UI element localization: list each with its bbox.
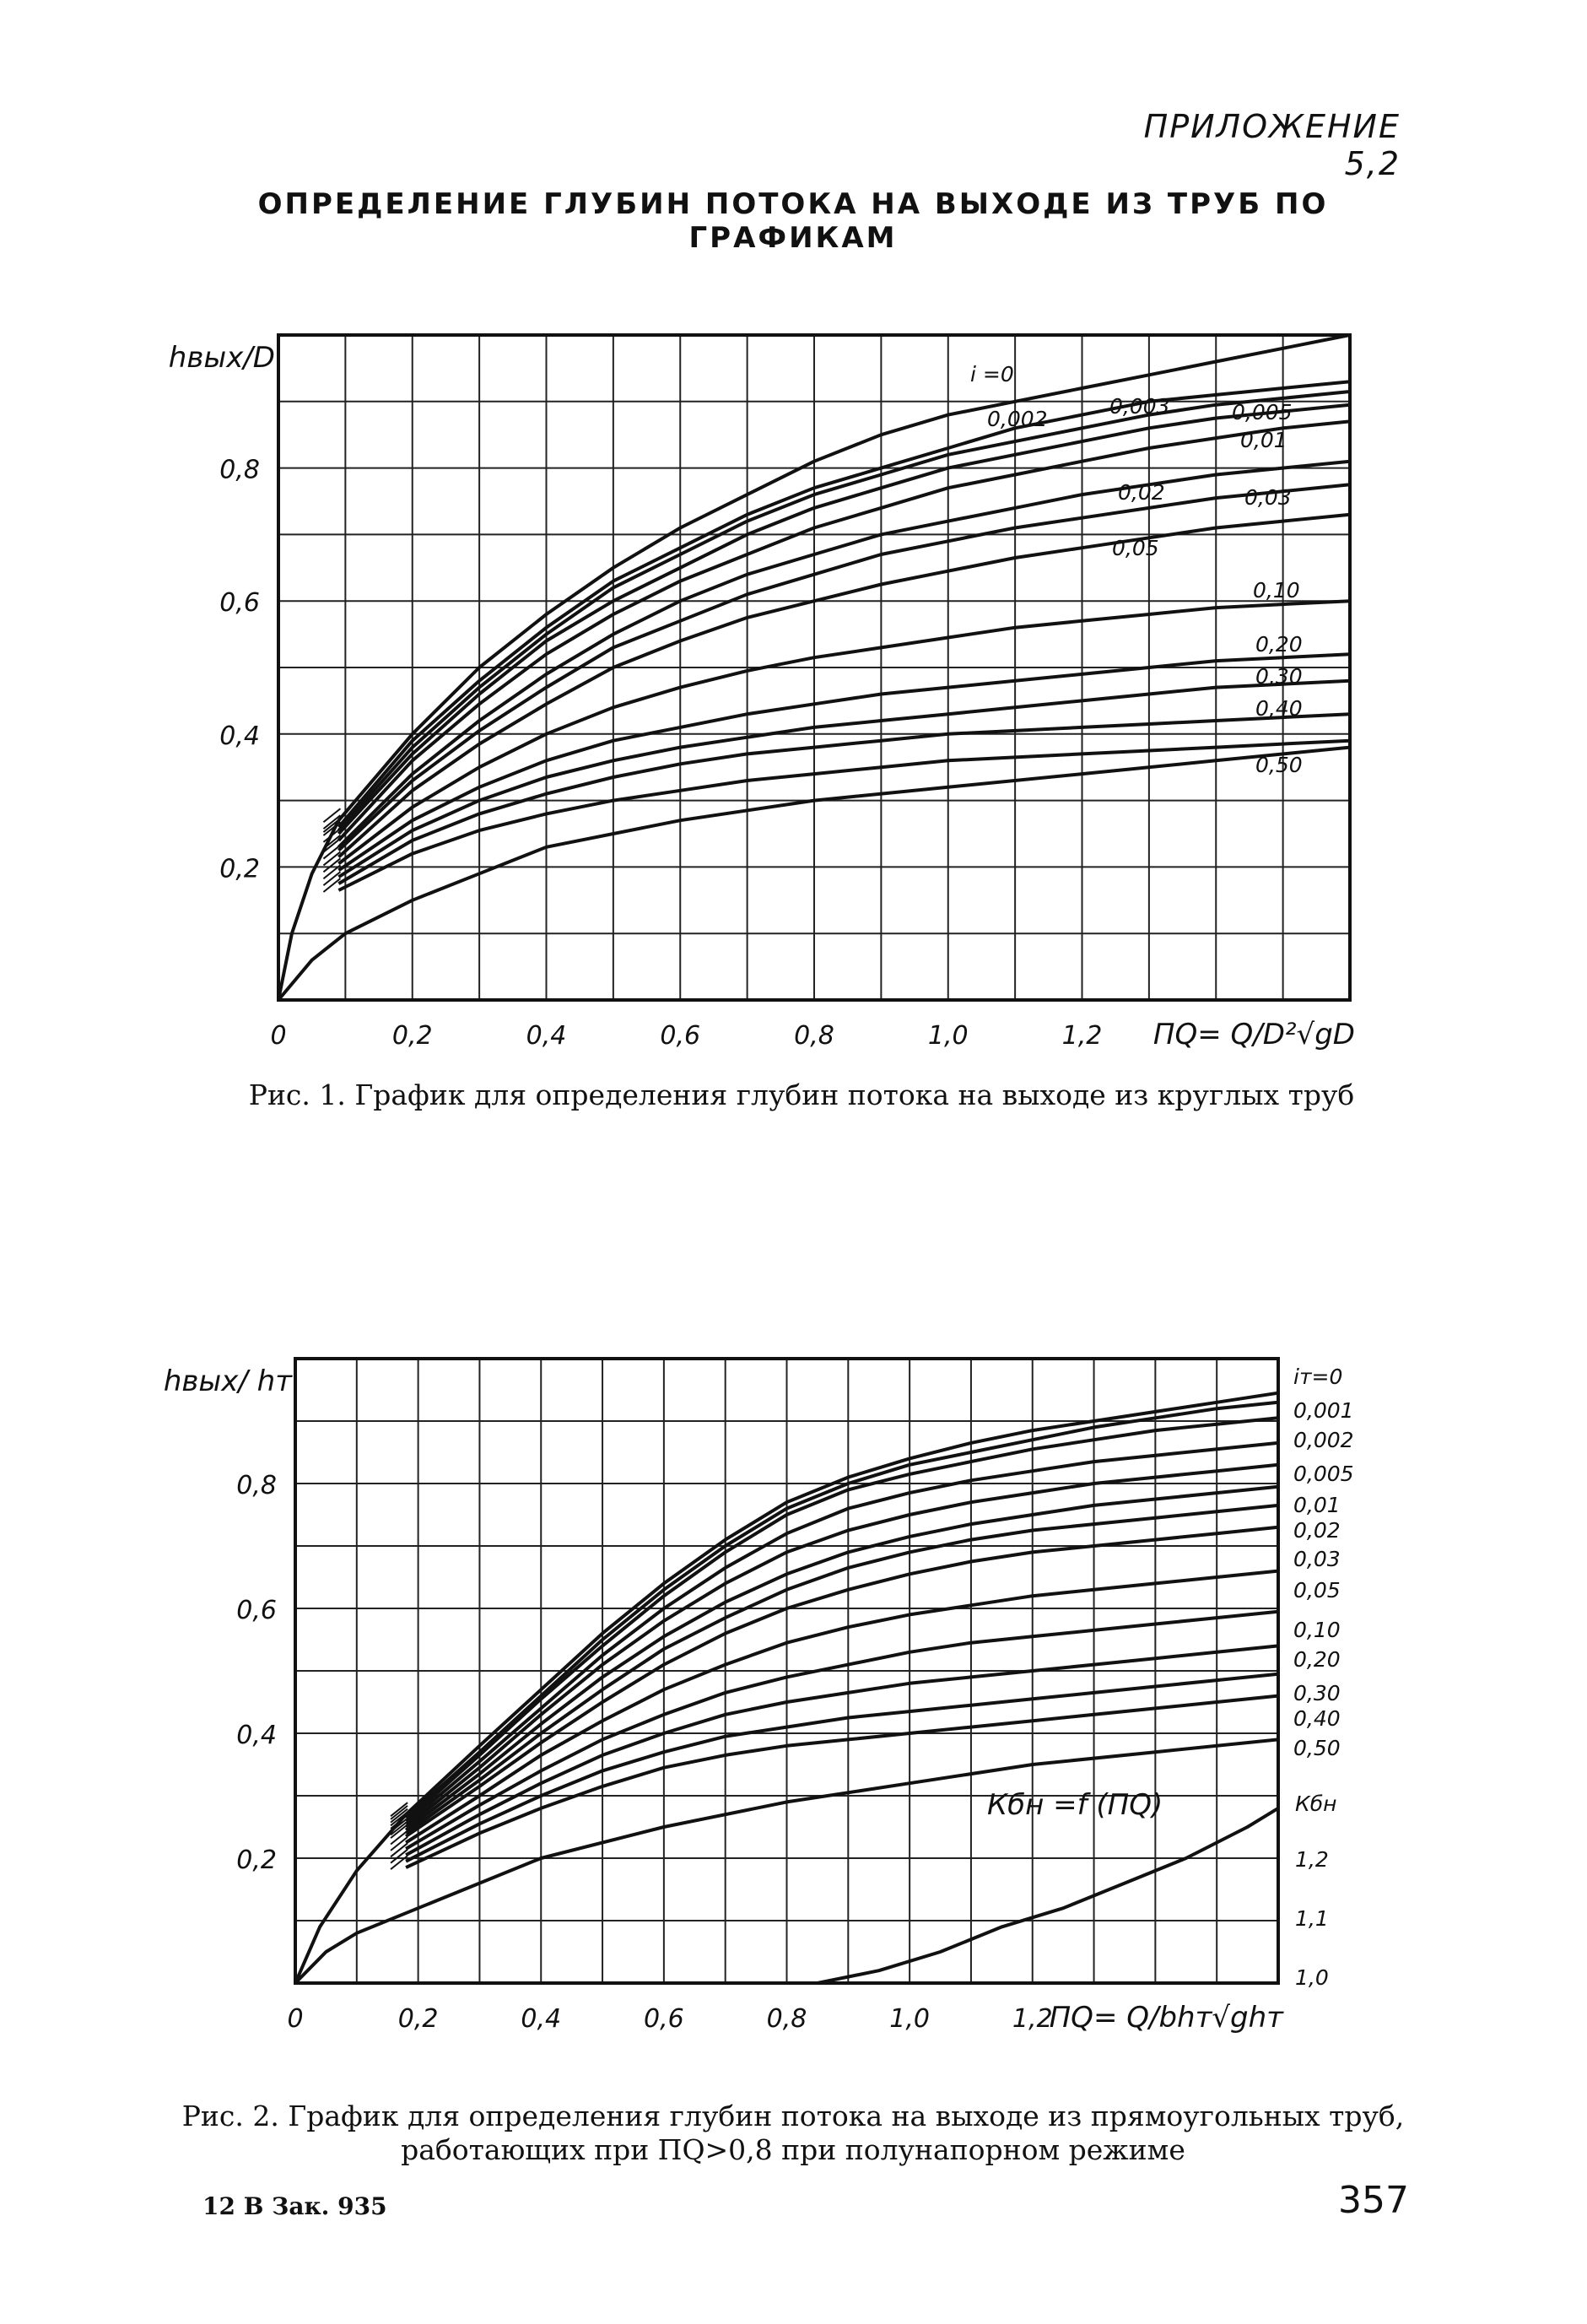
chart-1-curve-label: 0,50 bbox=[1255, 753, 1303, 777]
chart-2-kbn-curve bbox=[818, 1808, 1278, 1983]
chart-2-kbn-label: Кбн =f (ΠQ) bbox=[987, 1788, 1163, 1822]
chart-2-curve-label: 0,05 bbox=[1293, 1578, 1341, 1602]
chart-2-y-tick-label: 0,6 bbox=[236, 1596, 277, 1625]
chart-2-right-tick-label: 1,1 bbox=[1295, 1906, 1329, 1931]
chart-2-y-axis-label: hвых/ hт bbox=[163, 1365, 292, 1398]
chart-2-x-tick-label: 0,2 bbox=[397, 2004, 439, 2034]
chart-2-x-tick-label: 0,4 bbox=[521, 2004, 562, 2034]
chart-2-curve-label: 0,03 bbox=[1293, 1547, 1341, 1571]
chart-2-caption-line2: работающих при ΠQ>0,8 при полунапорном режиме bbox=[401, 2133, 1185, 2166]
chart-2-x-axis-label: ΠQ= Q/bhт√ghт bbox=[1049, 2001, 1283, 2035]
chart-2-curve-label: 0,50 bbox=[1293, 1736, 1341, 1760]
chart-2-series-line bbox=[406, 1696, 1278, 1868]
chart-2-curve-label: 0,40 bbox=[1293, 1706, 1341, 1731]
chart-2-x-tick-label: 0 bbox=[287, 2004, 304, 2034]
chart-2-caption-line1: Рис. 2. График для определения глубин потока на выходе из прямоугольных труб, bbox=[181, 2100, 1405, 2132]
chart-1-curve-label: 0,002 bbox=[987, 407, 1048, 431]
chart-1-x-tick-label: 0,4 bbox=[526, 1021, 567, 1051]
chart-1-y-tick-label: 0,8 bbox=[219, 455, 260, 485]
chart-2-series-line bbox=[406, 1646, 1278, 1855]
chart-1-x-axis-label: ΠQ= Q/D²√gD bbox=[1152, 1018, 1355, 1051]
chart-1-curve-label: 0,03 bbox=[1244, 485, 1292, 510]
chart-1-x-tick-label: 1,2 bbox=[1061, 1021, 1103, 1051]
chart-2-caption bbox=[152, 2100, 1434, 2167]
chart-2-curve-label: iт=0 bbox=[1293, 1365, 1343, 1389]
chart-2-curve-label: 0,01 bbox=[1293, 1493, 1341, 1517]
chart-1-x-tick-label: 0,8 bbox=[794, 1021, 834, 1051]
chart-1-x-tick-label: 1,0 bbox=[927, 1021, 969, 1051]
chart-2-right-tick-label: 1,2 bbox=[1295, 1847, 1329, 1872]
chart-2-series-line bbox=[406, 1403, 1278, 1818]
chart-1-curve-label: 0,003 bbox=[1109, 394, 1170, 419]
chart-2-x-tick-label: 1,2 bbox=[1012, 2004, 1053, 2034]
chart-1-caption: Рис. 1. График для определения глубин потока на выходе из круглых труб bbox=[248, 1078, 1355, 1111]
chart-1-y-axis-label: hвых/D bbox=[168, 341, 275, 375]
chart-1-curve-label: i =0 bbox=[970, 362, 1014, 386]
chart-1-x-tick-label: 0,6 bbox=[660, 1021, 701, 1051]
chart-1-curve-label: 0,005 bbox=[1232, 400, 1293, 424]
appendix-label: ПРИЛОЖЕНИЕ 5,2 bbox=[1143, 108, 1401, 182]
chart-2-curve-label: 0,10 bbox=[1293, 1618, 1341, 1642]
page-title: ОПРЕДЕЛЕНИЕ ГЛУБИН ПОТОКА НА ВЫХОДЕ ИЗ ТРУБ ПО ГРАФИКАМ bbox=[257, 187, 1329, 255]
footer-order-number: 12 В Зак. 935 bbox=[202, 2192, 387, 2220]
chart-1-y-tick-label: 0,4 bbox=[219, 721, 260, 751]
chart-2-y-tick-label: 0,8 bbox=[236, 1471, 277, 1500]
chart-2-curve-label: 0,20 bbox=[1293, 1647, 1341, 1672]
chart-2-y-tick-label: 0,4 bbox=[236, 1721, 277, 1750]
chart-1-curve-label: 0,10 bbox=[1253, 578, 1300, 603]
chart-2-hatch-mark bbox=[391, 1837, 408, 1851]
chart-2-y-tick-label: 0,2 bbox=[236, 1846, 277, 1875]
chart-1-curve-label: 0,05 bbox=[1112, 536, 1159, 560]
chart-1-curve-label: 0,02 bbox=[1118, 480, 1165, 505]
chart-1-curve-label: 0,30 bbox=[1255, 664, 1303, 689]
chart-2-hatch-mark bbox=[391, 1843, 408, 1856]
chart-1-y-tick-label: 0,2 bbox=[219, 854, 260, 884]
chart-2-curve-label: 0,001 bbox=[1293, 1398, 1354, 1423]
chart-2-hatch-mark bbox=[391, 1850, 408, 1863]
chart-1-x-tick-label: 0,2 bbox=[391, 1021, 433, 1051]
page-number: 357 bbox=[1338, 2179, 1409, 2222]
chart-1-curve-label: 0,01 bbox=[1240, 428, 1287, 452]
chart-2-curve-label: 0,30 bbox=[1293, 1681, 1341, 1705]
chart-2-curve-label: 0,005 bbox=[1293, 1462, 1354, 1486]
chart-2-curve-label: 0,02 bbox=[1293, 1518, 1341, 1543]
chart-1-y-tick-label: 0,6 bbox=[219, 588, 260, 619]
chart-2-right-tick-label: Кбн bbox=[1295, 1792, 1337, 1816]
chart-1-x-tick-label: 0 bbox=[270, 1021, 287, 1051]
chart-2-right-tick-label: 1,0 bbox=[1295, 1965, 1329, 1990]
chart-1-curve-label: 0,20 bbox=[1255, 632, 1303, 657]
chart-2-x-tick-label: 0,8 bbox=[766, 2004, 807, 2034]
chart-2-x-tick-label: 0,6 bbox=[644, 2004, 684, 2034]
chart-2-critical-curve bbox=[295, 1814, 406, 1983]
chart-2-curve-label: 0,002 bbox=[1293, 1428, 1354, 1452]
chart-2-x-tick-label: 1,0 bbox=[889, 2004, 930, 2034]
chart-1-curve-label: 0,40 bbox=[1255, 696, 1303, 721]
